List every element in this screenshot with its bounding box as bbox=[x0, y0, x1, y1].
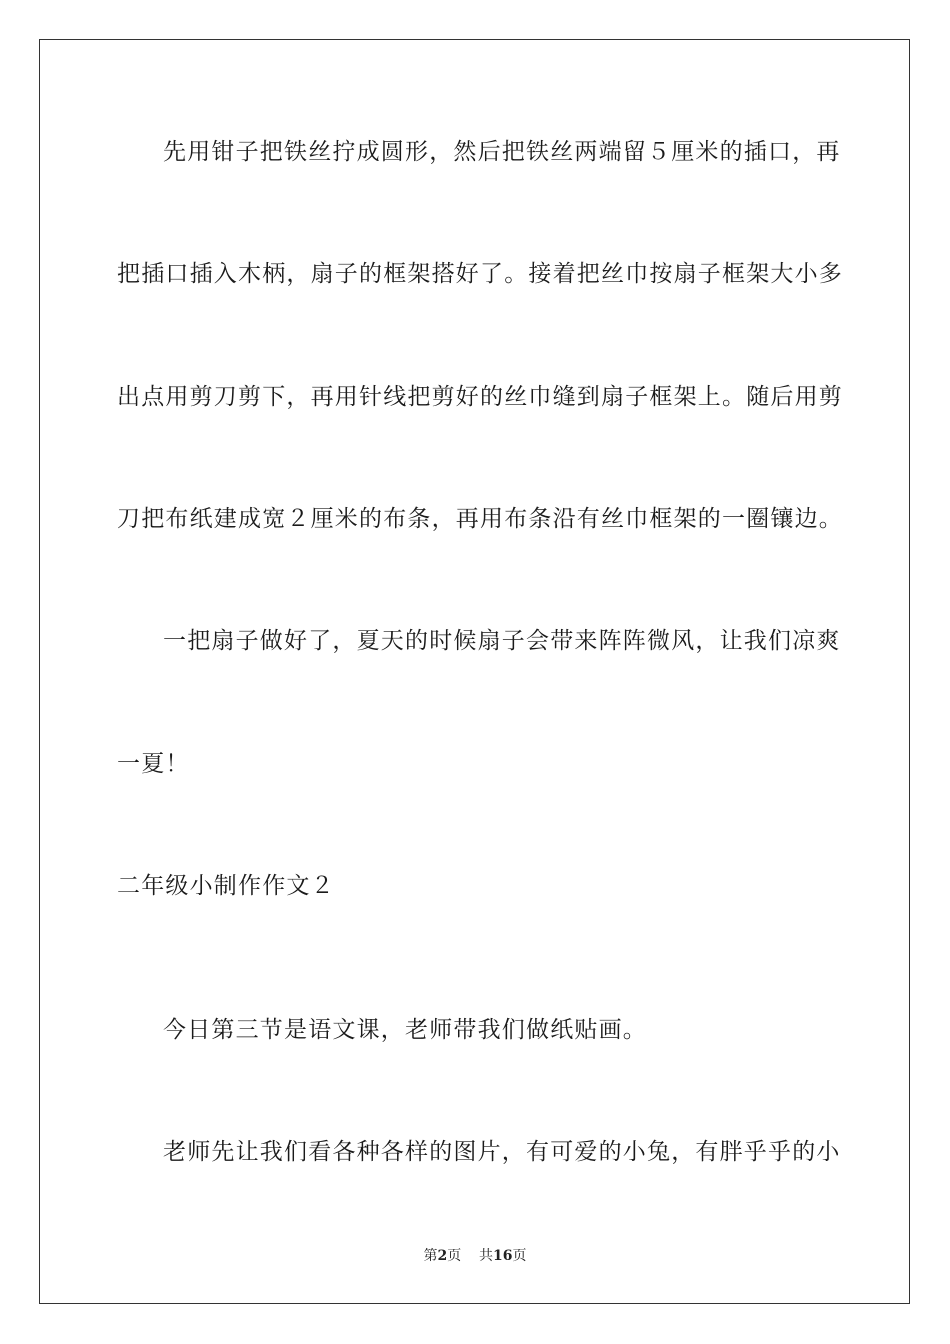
page-footer bbox=[0, 1247, 950, 1265]
paragraph-line-6: 一夏！ bbox=[117, 751, 190, 777]
footer-page-prefix: 第 bbox=[423, 1248, 438, 1264]
paragraph-line-5: 一把扇子做好了，夏天的时候扇子会带来阵阵微风，让我们凉爽 bbox=[163, 628, 841, 654]
footer-page-current: 2 bbox=[437, 1248, 448, 1264]
paragraph-line-3: 出点用剪刀剪下，再用针线把剪好的丝巾缝到扇子框架上。随后用剪 bbox=[117, 384, 843, 410]
section-heading: 二年级小制作作文２ bbox=[117, 873, 335, 899]
paragraph-line-8: 今日第三节是语文课，老师带我们做纸贴画。 bbox=[163, 1017, 647, 1043]
footer-page-suffix: 页 bbox=[447, 1248, 462, 1264]
footer-page-total: 16 bbox=[493, 1248, 513, 1264]
footer-total-suffix: 页 bbox=[512, 1248, 527, 1264]
page-border bbox=[39, 39, 910, 1304]
paragraph-line-1: 先用钳子把铁丝拧成圆形，然后把铁丝两端留５厘米的插口，再 bbox=[163, 139, 841, 165]
paragraph-line-2: 把插口插入木柄，扇子的框架搭好了。接着把丝巾按扇子框架大小多 bbox=[117, 261, 843, 287]
paragraph-line-4: 刀把布纸建成宽２厘米的布条，再用布条沿有丝巾框架的一圈镶边。 bbox=[117, 506, 843, 532]
paragraph-line-9: 老师先让我们看各种各样的图片，有可爱的小兔，有胖乎乎的小 bbox=[163, 1139, 841, 1165]
footer-total-prefix: 共 bbox=[479, 1248, 494, 1264]
